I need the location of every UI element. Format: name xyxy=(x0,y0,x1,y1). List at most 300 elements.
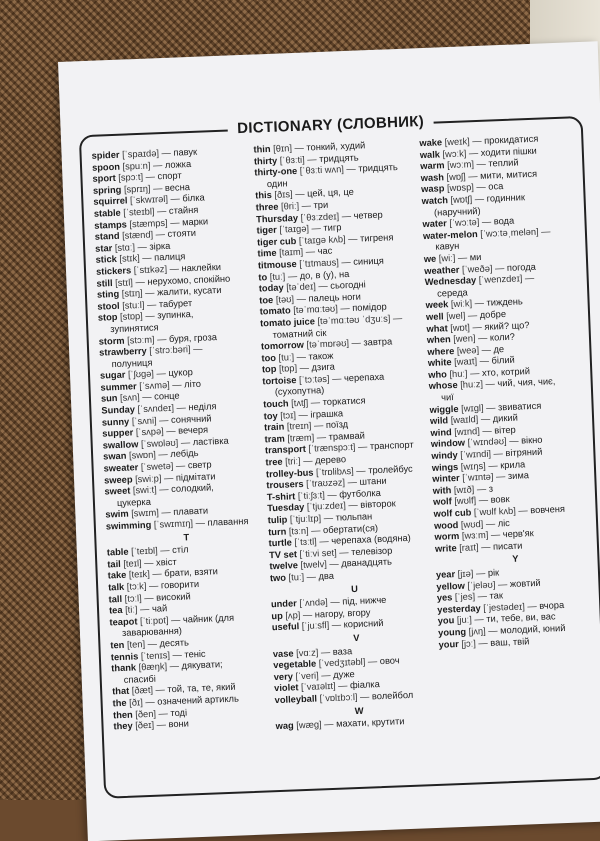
entry-transcription: [spuːn] — xyxy=(120,160,165,172)
entry-word: swallow xyxy=(103,439,139,450)
entry-meaning: мити, митися xyxy=(480,168,537,180)
entry-transcription: [tuː] — xyxy=(286,571,319,582)
entry-word: three xyxy=(256,202,279,213)
entry-meaning: четвер xyxy=(353,209,383,220)
entry-meaning: ложка xyxy=(165,159,192,170)
section-letter: W xyxy=(275,702,443,720)
entry-transcription: [ðɪ] — xyxy=(126,697,157,708)
entry-transcription: [wel] — xyxy=(443,310,480,321)
entry-transcription: [tɔːk] — xyxy=(124,580,161,591)
entry-word: sugar xyxy=(100,370,126,381)
entry-word: wind xyxy=(430,427,452,438)
entry-word: yesterday xyxy=(437,603,481,615)
entry-word: they xyxy=(113,721,132,732)
entry-transcription: [ˈveri] — xyxy=(293,670,334,682)
entry-word: window xyxy=(431,438,465,449)
entry-word: young xyxy=(438,627,466,638)
entry-transcription: [ˈwenzdeɪ] — xyxy=(476,273,534,285)
entry-word: tea xyxy=(109,605,123,616)
entry-word: walk xyxy=(420,149,441,160)
entry-transcription: [ˈtiːpɒt] — xyxy=(137,614,183,626)
entry-transcription: [ˈtrænspɔːt] — xyxy=(306,442,370,454)
entry-word: tall xyxy=(108,594,122,605)
section-letter: T xyxy=(106,529,266,547)
entry-transcription: [stænd] — xyxy=(119,229,167,241)
entry-word: your xyxy=(438,639,459,650)
entry-word: we xyxy=(424,254,437,264)
entry-transcription: [ˈswɪmɪŋ] — xyxy=(151,518,208,530)
entry-transcription: [wʊlf] — xyxy=(452,495,491,506)
entry-meaning: неділя xyxy=(188,401,216,412)
entry-transcription: [ˈjeləʊ] — xyxy=(465,579,510,591)
entry-word: under xyxy=(271,598,297,609)
entry-word: warm xyxy=(420,160,445,171)
entry-meaning: годинник xyxy=(486,192,525,203)
entry-transcription: [ˈwʊlf kʌb] — xyxy=(471,505,530,517)
entry-meaning: вода xyxy=(494,216,515,227)
entry-word: spoon xyxy=(92,161,120,172)
entry-word: then xyxy=(113,709,133,720)
entry-meaning: весна xyxy=(165,182,190,193)
entry-meaning: овоч xyxy=(380,655,400,666)
entry-transcription: [stɑː] — xyxy=(112,241,150,252)
entry-word: sunny xyxy=(102,416,130,427)
entry-meaning: тролейбус xyxy=(368,463,413,475)
entry-meaning: дякувати; xyxy=(181,659,222,671)
entry-word: TV set xyxy=(269,549,297,560)
entry-transcription: [ðeɪ] — xyxy=(132,719,168,730)
entry-transcription: [ˈwɔːtə] — xyxy=(447,217,494,229)
entry-transcription: [ˈtɔːtəs] — xyxy=(296,373,344,385)
entry-meaning: вівторок xyxy=(360,499,396,510)
entry-meaning: телевізор xyxy=(351,545,392,557)
entry-meaning: марки xyxy=(182,216,208,227)
entry-meaning: тридцять xyxy=(358,162,398,174)
entry-transcription: [tɔɪ] — xyxy=(277,409,310,420)
entry-transcription: [stæmps] — xyxy=(127,217,183,229)
entry-meaning: стіл xyxy=(172,545,189,556)
entry-meaning: писати xyxy=(493,540,523,551)
entry-meaning: крила xyxy=(500,459,525,470)
entry-word: sun xyxy=(101,393,118,404)
entry-word: sport xyxy=(92,173,116,184)
entry-transcription: [ˈsteɪbl] — xyxy=(121,206,170,218)
entry-word: year xyxy=(436,569,456,580)
entry-word: take xyxy=(108,570,127,581)
entry-meaning: палиця xyxy=(154,252,186,263)
entry-transcription: [twelv] — xyxy=(298,559,342,571)
entry-meaning: також xyxy=(308,350,333,361)
entry-meaning: рік xyxy=(488,567,500,577)
entry-meaning: черепаха xyxy=(344,372,385,384)
entry-word: supper xyxy=(102,428,133,439)
entry-meaning: солодкий, xyxy=(171,483,214,495)
entry-word: time xyxy=(257,248,276,259)
entry-transcription: [teɪl] — xyxy=(121,557,157,568)
entry-transcription: [jɔː] — xyxy=(459,637,491,648)
entry-meaning: светр xyxy=(188,459,212,470)
entry-meaning: ти, тебе, ви, вас xyxy=(486,612,556,625)
entry-transcription: [ˈtaɪgə] — xyxy=(277,223,324,235)
entry-meaning: завтра xyxy=(363,336,392,347)
entry-meaning: означений артикль xyxy=(157,693,239,706)
entry-transcription: [wæg] — xyxy=(294,719,337,731)
entry-transcription: [juː] — xyxy=(454,614,486,625)
entry-word: T-shirt xyxy=(267,491,296,502)
entry-word: wild xyxy=(430,416,448,427)
entry-transcription: [stɪŋ] — xyxy=(119,287,157,298)
entry-transcription: [ˈvaɪəlɪt] — xyxy=(298,681,350,693)
entry-word: write xyxy=(435,543,457,554)
entry-meaning-continued: зупинятися xyxy=(98,318,258,336)
entry-word: volleyball xyxy=(274,693,317,705)
entry-meaning: ваш, твій xyxy=(490,636,529,647)
entry-word: who xyxy=(428,369,447,380)
entry-word: sweep xyxy=(104,474,133,485)
entry-transcription: [wɔːk] — xyxy=(440,147,481,159)
entry-word: to xyxy=(258,272,267,282)
entry-meaning: вітряний xyxy=(505,447,542,458)
entry-word: tiger cub xyxy=(257,236,297,247)
entry-meaning: транспорт xyxy=(370,440,414,452)
entry-transcription: [ʌp] — xyxy=(283,609,315,620)
entry-transcription: [ˈweðə] — xyxy=(459,262,507,274)
entry-meaning: говорити xyxy=(161,579,200,590)
entry-meaning: молодий, юний xyxy=(500,623,566,636)
entry-word: wolf cub xyxy=(433,507,471,518)
entry-meaning: черв'як xyxy=(503,528,534,539)
entry-word: turtle xyxy=(268,538,292,549)
entry-transcription: [təˈmɒrəʊ] — xyxy=(304,338,364,350)
entry-word: touch xyxy=(263,398,289,409)
entry-word: turn xyxy=(268,526,286,537)
entry-word: strawberry xyxy=(99,346,147,358)
entry-transcription: [ˈθɜːti] — xyxy=(277,154,319,166)
entry-word: top xyxy=(262,364,277,375)
entry-meaning-continued: спасибі xyxy=(112,669,272,687)
entry-meaning: тоді xyxy=(170,707,187,718)
entry-meaning: спорт xyxy=(157,171,181,182)
entry-meaning-continued: (наручний) xyxy=(422,202,582,220)
entry-word: wake xyxy=(419,137,442,148)
entry-word: this xyxy=(255,190,272,201)
entry-meaning: буря, гроза xyxy=(169,332,217,344)
entry-meaning: сонячний xyxy=(171,413,212,425)
entry-transcription: [waɪt] — xyxy=(451,356,491,368)
entry-transcription: [ˈsʌni] — xyxy=(129,415,171,427)
entry-transcription: [stɪk] — xyxy=(117,253,155,264)
entry-meaning: високий xyxy=(156,591,191,602)
entry-meaning: нерухомо, спокійно xyxy=(147,273,230,286)
entry-meaning: брати, взяти xyxy=(164,567,218,579)
entry-transcription: [wɒtʃ] — xyxy=(448,194,487,205)
entry-transcription: [ˈθɜːti wʌn] — xyxy=(297,164,358,176)
entry-transcription: [ˈspaɪdə] — xyxy=(119,148,173,160)
entry-meaning: вовченя xyxy=(530,504,565,515)
entry-meaning-continued: полуниця xyxy=(99,353,259,371)
entry-word: where xyxy=(427,346,454,357)
entry-transcription: [ˈwɔːtəˌmelən] — xyxy=(477,226,550,239)
entry-meaning-continued: один xyxy=(255,173,423,191)
entry-meaning: цей, ця, це xyxy=(307,187,354,199)
entry-meaning: табурет xyxy=(159,298,193,309)
entry-word: Tuesday xyxy=(267,502,304,513)
entry-meaning: жалити, кусати xyxy=(157,285,222,297)
entry-meaning-continued: чиї xyxy=(429,387,589,405)
entry-transcription: [təˈdeɪ] — xyxy=(283,281,330,293)
entry-meaning: ходити пішки xyxy=(481,145,537,157)
entry-transcription: [θɪn] — xyxy=(270,143,306,154)
entry-word: titmouse xyxy=(258,259,297,270)
entry-transcription: [təʊ] — xyxy=(273,293,309,304)
entry-meaning: палець ноги xyxy=(308,291,361,303)
entry-word: winter xyxy=(432,473,460,484)
entry-word: thin xyxy=(253,144,270,155)
entry-word: squirrel xyxy=(93,196,127,207)
entry-word: tree xyxy=(265,457,282,468)
entry-meaning: зима xyxy=(508,470,529,481)
entry-word: tiger xyxy=(256,225,277,236)
entry-word: watch xyxy=(421,195,448,206)
entry-word: twelve xyxy=(269,561,298,572)
entry-transcription: [jʌŋ] — xyxy=(466,625,500,636)
entry-meaning: дзига xyxy=(311,362,335,373)
entry-transcription: [təˈmɑːtəʊ] — xyxy=(291,303,353,315)
entry-transcription: [ˈtɜːtl] — xyxy=(292,536,332,548)
entry-meaning: помідор xyxy=(352,302,387,313)
entry-transcription: [wen] — xyxy=(451,333,491,345)
entry-meaning: який? що? xyxy=(484,320,529,332)
entry-transcription: [taɪm] — xyxy=(276,247,317,259)
entry-word: whose xyxy=(429,380,458,391)
entry-transcription: [wɪnd] — xyxy=(451,425,494,437)
entry-transcription: [ˈʌndə] — xyxy=(297,597,343,609)
section-letter: Y xyxy=(435,551,595,569)
entry-meaning: погода xyxy=(507,261,536,272)
entry-transcription: [ðæt] — xyxy=(129,685,168,696)
entry-meaning: три xyxy=(313,200,328,211)
entry-transcription: [wiː] — xyxy=(436,252,470,263)
entry-word: stamps xyxy=(94,219,127,230)
entry-transcription: [ˈwɪntə] — xyxy=(459,471,508,483)
entry-transcription: [ˈswetə] — xyxy=(138,460,188,472)
entry-word: white xyxy=(428,357,452,368)
entry-transcription: [tʌtʃ] — xyxy=(288,397,322,408)
entry-meaning: чай xyxy=(152,603,168,614)
entry-word: tomato xyxy=(260,306,291,317)
entry-word: wings xyxy=(432,462,459,473)
entry-word: star xyxy=(95,243,112,254)
entry-word: vase xyxy=(273,648,294,659)
section-letter: V xyxy=(272,630,440,648)
entry-word: violet xyxy=(274,683,299,694)
entry-meaning: підмітати xyxy=(176,471,216,483)
dictionary-page xyxy=(58,41,600,841)
entry-meaning: фіалка xyxy=(350,679,380,690)
entry-word: Sunday xyxy=(101,404,135,415)
entry-meaning: прокидатися xyxy=(484,134,539,146)
entry-word: trousers xyxy=(266,479,304,490)
entry-word: transport xyxy=(265,444,306,456)
entry-word: swan xyxy=(103,451,127,462)
entry-meaning: стайня xyxy=(169,205,199,216)
entry-word: table xyxy=(107,547,129,558)
entry-word: vegetable xyxy=(273,659,316,671)
entry-meaning: білка xyxy=(182,193,205,204)
entry-transcription: [stɔːm] — xyxy=(124,333,169,345)
entry-meaning: сьогодні xyxy=(330,279,366,290)
dictionary-column-3 xyxy=(419,132,599,651)
entry-transcription: [wɪð] — xyxy=(451,484,489,495)
entry-transcription: [ˈtiːvi set] — xyxy=(297,547,352,559)
entry-word: spider xyxy=(91,150,119,161)
entry-word: trolley-bus xyxy=(266,467,314,479)
entry-meaning: дванадцять xyxy=(341,557,392,569)
entry-transcription: [træm] — xyxy=(285,432,329,444)
entry-transcription: [tuː] — xyxy=(267,270,300,281)
entry-transcription: [təˈmɑːtəʊ ˈdʒuːs] — xyxy=(315,313,403,326)
entry-transcription: [ˈtaɪgə kʌb] — xyxy=(296,233,360,245)
entry-meaning: хвіст xyxy=(156,557,177,568)
entry-transcription: [ˈwɪndi] — xyxy=(458,448,506,460)
entry-word: up xyxy=(271,611,283,621)
entry-meaning: оса xyxy=(488,181,503,192)
entry-meaning: дикий xyxy=(493,413,518,424)
entry-meaning-continued: томатний сік xyxy=(260,323,428,341)
entry-transcription: [ˈvɒlɪbɔːl] — xyxy=(317,691,372,703)
entry-transcription: [weɪk] — xyxy=(442,136,484,148)
entry-word: swim xyxy=(105,509,129,520)
entry-meaning: торкатися xyxy=(322,396,365,408)
entry-meaning: зупинка, xyxy=(157,309,194,320)
entry-transcription: [tɜːn] — xyxy=(286,525,323,536)
entry-word: still xyxy=(96,278,112,289)
entry-meaning-continued: кавун xyxy=(423,236,583,254)
entry-transcription: [ˈʃʊgə] — xyxy=(125,368,168,380)
entry-meaning: ліс xyxy=(498,518,511,528)
entry-meaning: чайник (для xyxy=(183,612,235,624)
entry-word: wasp xyxy=(421,184,445,195)
entry-meaning: цукор xyxy=(168,367,193,378)
entry-meaning: штани xyxy=(359,476,386,487)
entry-transcription: [ðɪs] — xyxy=(272,189,308,200)
entry-meaning: дуже xyxy=(333,669,355,680)
entry-transcription: [ˈsʌpə] — xyxy=(133,426,178,438)
entry-word: sting xyxy=(97,289,120,300)
entry-meaning: вовк xyxy=(490,494,509,505)
entry-meaning-continued: середа xyxy=(425,283,585,301)
entry-word: two xyxy=(270,573,286,584)
entry-word: when xyxy=(427,334,451,345)
entry-transcription: [wɒsp] — xyxy=(444,182,488,194)
entry-meaning: білий xyxy=(491,355,515,366)
entry-meaning-continued: (сухопутна) xyxy=(263,381,431,399)
entry-transcription: [huːz] — xyxy=(457,379,497,391)
entry-word: thank xyxy=(111,663,136,674)
entry-transcription: [ˈtiːʃɜːt] — xyxy=(295,489,339,501)
entry-meaning: дерево xyxy=(315,454,346,465)
entry-word: useful xyxy=(272,622,300,633)
entry-transcription: [ˈvedʒɪtəbl] — xyxy=(316,656,380,668)
entry-transcription: [ˈtɪtmaʊs] — xyxy=(296,257,353,269)
entry-transcription: [ˈtrɒlibʌs] — xyxy=(313,465,368,477)
entry-meaning: поїзд xyxy=(326,419,349,430)
entry-transcription: [swɒn] — xyxy=(126,449,170,461)
entry-meaning: літо xyxy=(184,379,201,390)
entry-transcription: [treɪn] — xyxy=(284,420,326,432)
entry-word: wolf xyxy=(433,497,452,508)
entry-word: windy xyxy=(431,450,458,461)
entry-word: sweater xyxy=(103,462,138,473)
entry-meaning: павук xyxy=(173,147,197,158)
entry-word: you xyxy=(438,616,455,627)
entry-meaning: тиждень xyxy=(486,297,523,308)
entry-word: ten xyxy=(110,640,124,651)
entry-meaning: сонце xyxy=(154,391,180,402)
entry-meaning: ластівка xyxy=(193,436,229,447)
entry-word: Thursday xyxy=(256,212,298,224)
entry-transcription: [ˈjuːsfl] — xyxy=(299,620,344,632)
entry-word: tomorrow xyxy=(261,340,304,352)
entry-transcription: [huː] — xyxy=(447,368,482,379)
entry-transcription: [waɪld] — xyxy=(448,414,493,426)
entry-meaning: вони xyxy=(168,719,189,730)
entry-meaning: плавання xyxy=(207,516,248,528)
entry-transcription: [wɜːm] — xyxy=(459,529,503,541)
entry-transcription: [stuːl] — xyxy=(119,299,159,310)
entry-transcription: [ˈsʌmə] — xyxy=(136,379,184,391)
entry-meaning: черепаха (водяна) xyxy=(331,533,411,546)
entry-meaning: плавати xyxy=(173,506,208,517)
entry-meaning: зірка xyxy=(149,241,170,252)
entry-word: toe xyxy=(259,295,273,306)
entry-word: Wednesday xyxy=(425,275,477,287)
entry-meaning: де xyxy=(493,344,504,354)
entry-word: toy xyxy=(264,410,278,421)
entry-word: too xyxy=(261,353,276,364)
entry-word: water xyxy=(422,218,447,229)
entry-transcription: [wɪŋs] — xyxy=(458,460,500,472)
entry-transcription: [wiːk] — xyxy=(448,298,487,309)
entry-word: storm xyxy=(99,335,125,346)
entry-word: the xyxy=(112,698,126,709)
entry-meaning-continued: цукерка xyxy=(105,492,265,510)
entry-meaning: волейбол xyxy=(372,690,414,702)
entry-transcription: [ten] — xyxy=(124,638,159,649)
entry-meaning: корисний xyxy=(343,618,383,630)
entry-word: today xyxy=(259,283,284,294)
entry-meaning: жовтий xyxy=(510,577,541,588)
entry-meaning: хто, котрий xyxy=(482,366,530,378)
entry-meaning: теплий xyxy=(488,158,519,169)
entry-word: stand xyxy=(95,231,120,242)
entry-transcription: [ˈjestədeɪ] — xyxy=(480,601,539,613)
entry-meaning: чий, чия, чиє, xyxy=(497,377,555,389)
entry-transcription: [weə] — xyxy=(454,344,494,356)
entry-word: wag xyxy=(275,721,293,732)
entry-word: water-melon xyxy=(423,229,478,241)
entry-word: tortoise xyxy=(262,375,296,386)
entry-meaning: ваза xyxy=(333,646,353,657)
entry-transcription: [ˈtjuːlɪp] — xyxy=(287,513,336,525)
entry-word: yellow xyxy=(436,580,465,591)
entry-transcription: [swiːt] — xyxy=(130,484,171,496)
entry-word: stickers xyxy=(96,265,132,276)
entry-transcription: [ˈskwɪrəl] — xyxy=(127,194,182,206)
entry-meaning: трамвай xyxy=(328,430,365,441)
entry-transcription: [stɪl] — xyxy=(112,276,147,287)
entry-meaning: нагору, вгору xyxy=(315,607,371,619)
